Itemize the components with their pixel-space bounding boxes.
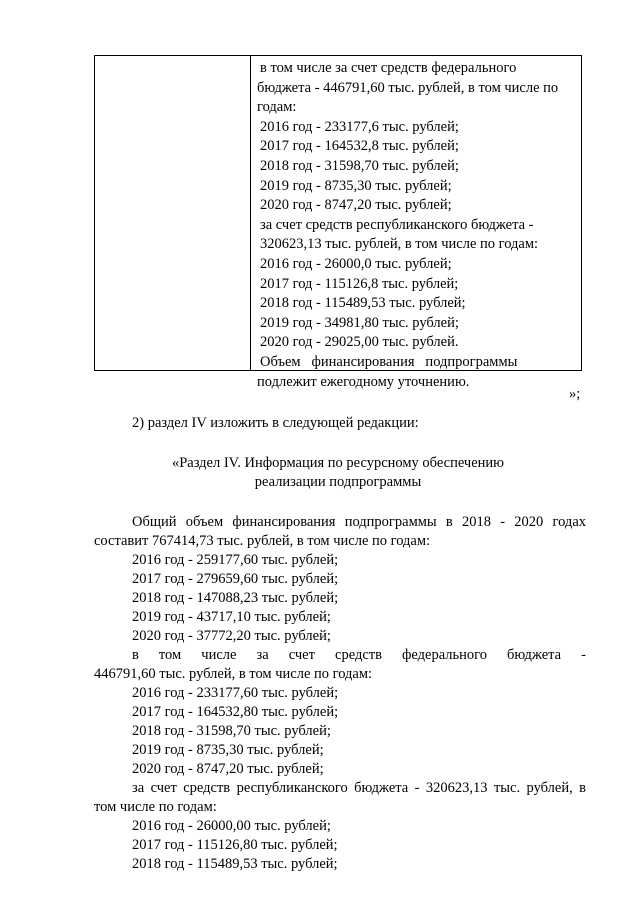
- funding-cell: [257, 59, 577, 392]
- federal-year-line: 2019 год - 8735,30 тыс. рублей;: [132, 742, 324, 758]
- cell-line: 2017 год - 164532,8 тыс. рублей;: [260, 138, 459, 155]
- paragraph-total-line-2: составит 767414,73 тыс. рублей, в том числе по годам:: [94, 533, 431, 549]
- cell-line: 2016 год - 26000,0 тыс. рублей;: [260, 255, 452, 272]
- republic-year-line: 2017 год - 115126,80 тыс. рублей;: [132, 837, 338, 853]
- total-year-line: 2017 год - 279659,60 тыс. рублей;: [132, 571, 339, 587]
- cell-line: подлежит ежегодному уточнению.: [257, 373, 470, 390]
- cell-line: 2018 год - 115489,53 тыс. рублей;: [260, 295, 466, 312]
- federal-year-line: 2016 год - 233177,60 тыс. рублей;: [132, 685, 339, 701]
- total-year-line: 2020 год - 37772,20 тыс. рублей;: [132, 628, 331, 644]
- cell-line: 2020 год - 8747,20 тыс. рублей;: [260, 197, 452, 214]
- republic-year-line: 2018 год - 115489,53 тыс. рублей;: [132, 856, 338, 872]
- cell-line: 2017 год - 115126,8 тыс. рублей;: [260, 275, 459, 292]
- cell-line: 2018 год - 31598,70 тыс. рублей;: [260, 157, 459, 174]
- cell-line: 2019 год - 34981,80 тыс. рублей;: [260, 314, 459, 331]
- section-title-line-2: реализации подпрограммы: [254, 474, 422, 490]
- cell-line: 2016 год - 233177,6 тыс. рублей;: [260, 118, 459, 135]
- cell-line: 2020 год - 29025,00 тыс. рублей.: [260, 334, 459, 351]
- republic-line-1: за счет средств республиканского бюджета - 320623,13 тыс. рублей, в: [132, 780, 586, 796]
- amendment-instruction: 2) раздел IV изложить в следующей редакции:: [132, 415, 419, 431]
- cell-line: бюджета - 446791,60 тыс. рублей, в том числе по: [257, 79, 559, 96]
- table-column-divider: [250, 56, 251, 370]
- total-year-line: 2019 год - 43717,10 тыс. рублей;: [132, 609, 331, 625]
- total-year-line: 2018 год - 147088,23 тыс. рублей;: [132, 590, 339, 606]
- cell-line: Объем финансирования подпрограммы: [260, 353, 518, 370]
- section-title-line-1: «Раздел IV. Информация по ресурсному обеспечению: [171, 455, 505, 471]
- federal-line-2: 446791,60 тыс. рублей, в том числе по годам:: [94, 666, 373, 682]
- total-year-line: 2016 год - 259177,60 тыс. рублей;: [132, 552, 339, 568]
- cell-line: в том числе за счет средств федерального: [260, 60, 517, 76]
- federal-line-1: в том числе за счет средств федерального бюджета -: [132, 647, 586, 663]
- cell-line: за счет средств республиканского бюджета -: [260, 216, 534, 233]
- republic-year-line: 2016 год - 26000,00 тыс. рублей;: [132, 818, 331, 834]
- republic-line-2: том числе по годам:: [94, 799, 217, 815]
- cell-line: 2019 год - 8735,30 тыс. рублей;: [260, 177, 452, 194]
- paragraph-total-line-1: Общий объем финансирования подпрограммы в 2018 - 2020 годах: [132, 514, 586, 530]
- closing-quote: »;: [569, 386, 581, 402]
- federal-year-line: 2017 год - 164532,80 тыс. рублей;: [132, 704, 339, 720]
- cell-line: годам:: [257, 99, 297, 116]
- funding-table: [94, 55, 582, 390]
- federal-year-line: 2020 год - 8747,20 тыс. рублей;: [132, 761, 324, 777]
- federal-year-line: 2018 год - 31598,70 тыс. рублей;: [132, 723, 331, 739]
- cell-line: 320623,13 тыс. рублей, в том числе по годам:: [260, 236, 539, 253]
